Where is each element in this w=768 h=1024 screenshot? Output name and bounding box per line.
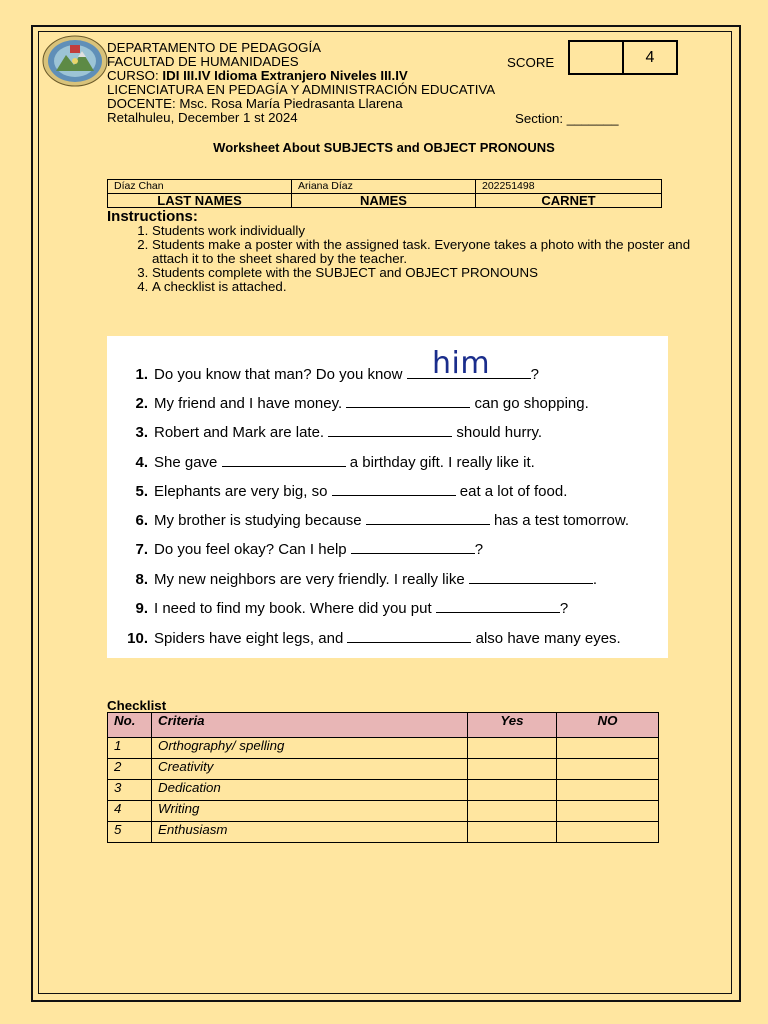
instruction-item: 3. Students complete with the SUBJECT and OBJECT PRONOUNS — [152, 266, 707, 280]
exercise-text: She gave — [154, 454, 222, 471]
exercise-text: can go shopping. — [470, 395, 589, 412]
exercise-number: 4. — [135, 454, 148, 471]
score-value[interactable]: 4 — [645, 49, 655, 66]
exercise-text: My brother is studying because — [154, 512, 366, 529]
checklist-header-criteria: Criteria — [152, 713, 468, 738]
exercise-text: ? — [559, 600, 569, 617]
instructions-title: Instructions: — [107, 208, 198, 225]
answer-blank[interactable] — [328, 424, 452, 437]
checklist-no-cell[interactable] — [557, 801, 659, 822]
exercise-row — [127, 424, 542, 441]
checklist-header-no-col: NO — [557, 713, 659, 738]
exercise-row — [127, 600, 568, 617]
checklist-criteria: Enthusiasm — [152, 822, 468, 843]
date-line: Retalhuleu, December 1 st 2024 — [107, 110, 298, 125]
exercise-number: 1. — [135, 366, 148, 383]
exercise-number: 3. — [135, 424, 148, 441]
answer-blank[interactable] — [366, 512, 490, 525]
carnet-value[interactable]: 202251498 — [476, 180, 662, 194]
teacher-line: DOCENTE: Msc. Rosa María Piedrasanta Llarena — [107, 96, 403, 111]
exercise-text: a birthday gift. I really like it. — [345, 454, 535, 471]
student-info-table — [107, 179, 662, 208]
score-label: SCORE — [507, 55, 555, 70]
checklist-row — [108, 780, 659, 801]
exercise-number: 9. — [135, 600, 148, 617]
exercise-text: should hurry. — [452, 424, 543, 441]
answer-blank[interactable] — [351, 541, 475, 554]
exercise-text: has a test tomorrow. — [489, 512, 630, 529]
answer-blank[interactable] — [332, 483, 456, 496]
checklist-yes-cell[interactable] — [468, 759, 557, 780]
degree-line: LICENCIATURA EN PEDAGÍA Y ADMINISTRACIÓN EDUCATIVA — [107, 82, 496, 97]
answer-blank[interactable] — [346, 395, 470, 408]
checklist-criteria: Writing — [152, 801, 468, 822]
exercise-text: Do you know that man? Do you know — [154, 366, 407, 383]
course-value: IDI III.IV Idioma Extranjero Niveles III.IV — [162, 68, 408, 83]
instruction-item: 2. Students make a poster with the assigned task. Everyone takes a photo with the poster and attach it to the sheet shared by the teacher. — [152, 238, 707, 266]
exercise-text: ? — [530, 366, 539, 383]
exercise-row — [127, 483, 567, 500]
checklist-criteria: Creativity — [152, 759, 468, 780]
exercise-row — [127, 571, 597, 588]
exercise-number: 7. — [135, 541, 148, 558]
exercise-text: I need to find my book. Where did you put — [154, 600, 436, 617]
exercise-row — [127, 395, 589, 412]
last-names-value[interactable]: Díaz Chan — [108, 180, 292, 194]
exercise-text: My friend and I have money. — [154, 395, 347, 412]
checklist-no-cell[interactable] — [557, 822, 659, 843]
checklist-table — [107, 712, 659, 843]
exercise-text: ? — [474, 541, 484, 558]
answer-blank[interactable] — [436, 600, 560, 613]
instruction-item: 1. Students work individually — [152, 224, 707, 238]
checklist-criteria: Dedication — [152, 780, 468, 801]
exercise-row — [127, 630, 621, 647]
checklist-no: 3 — [108, 780, 152, 801]
university-seal-icon — [42, 35, 108, 87]
exercise-text: eat a lot of food. — [455, 483, 568, 500]
checklist-header-no: No. — [108, 713, 152, 738]
checklist-no: 4 — [108, 801, 152, 822]
names-header: NAMES — [292, 194, 476, 208]
exercise-number: 8. — [135, 571, 148, 588]
answer-blank[interactable] — [222, 454, 346, 467]
checklist-no: 1 — [108, 738, 152, 759]
exercise-text: Robert and Mark are late. — [154, 424, 329, 441]
checklist-row — [108, 801, 659, 822]
department-line: DEPARTAMENTO DE PEDAGOGÍA — [107, 40, 322, 55]
checklist-no: 2 — [108, 759, 152, 780]
exercise-number: 6. — [135, 512, 148, 529]
checklist-no-cell[interactable] — [557, 759, 659, 780]
exercise-text: Spiders have eight legs, and — [154, 630, 348, 647]
exercise-row — [127, 512, 629, 529]
score-box — [568, 40, 678, 75]
checklist-no: 5 — [108, 822, 152, 843]
checklist-yes-cell[interactable] — [468, 801, 557, 822]
carnet-header: CARNET — [476, 194, 662, 208]
exercise-number: 10. — [127, 630, 148, 647]
exercise-row — [127, 541, 483, 558]
answer-blank[interactable] — [347, 630, 471, 643]
instructions-list — [107, 224, 707, 294]
exercise-panel — [107, 336, 668, 658]
names-value[interactable]: Ariana Díaz — [292, 180, 476, 194]
checklist-header-yes: Yes — [468, 713, 557, 738]
exercise-text: My new neighbors are very friendly. I really like — [154, 571, 469, 588]
checklist-criteria: Orthography/ spelling — [152, 738, 468, 759]
checklist-row — [108, 738, 659, 759]
instruction-item: 4. A checklist is attached. — [152, 280, 707, 294]
checklist-yes-cell[interactable] — [468, 822, 557, 843]
exercise-number: 5. — [135, 483, 148, 500]
exercise-row — [127, 454, 535, 471]
worksheet-title: Worksheet About SUBJECTS and OBJECT PRONOUNS — [213, 140, 555, 155]
answer-blank[interactable] — [469, 571, 593, 584]
checklist-row — [108, 759, 659, 780]
checklist-yes-cell[interactable] — [468, 780, 557, 801]
checklist-title: Checklist — [107, 698, 167, 713]
score-cell-empty[interactable] — [570, 42, 624, 73]
checklist-yes-cell[interactable] — [468, 738, 557, 759]
exercise-number: 2. — [135, 395, 148, 412]
checklist-row — [108, 822, 659, 843]
last-names-header: LAST NAMES — [108, 194, 292, 208]
course-label: CURSO: — [107, 68, 163, 83]
exercise-text: Elephants are very big, so — [154, 483, 332, 500]
checklist-no-cell[interactable] — [557, 780, 659, 801]
handwritten-answer: him — [432, 346, 491, 381]
course-line — [107, 69, 408, 83]
checklist-no-cell[interactable] — [557, 738, 659, 759]
section-label: Section: _______ — [515, 111, 619, 126]
exercise-text: . — [592, 571, 598, 588]
faculty-line: FACULTAD DE HUMANIDADES — [107, 54, 299, 69]
exercise-text: Do you feel okay? Can I help — [154, 541, 351, 558]
exercise-text: also have many eyes. — [471, 630, 621, 647]
